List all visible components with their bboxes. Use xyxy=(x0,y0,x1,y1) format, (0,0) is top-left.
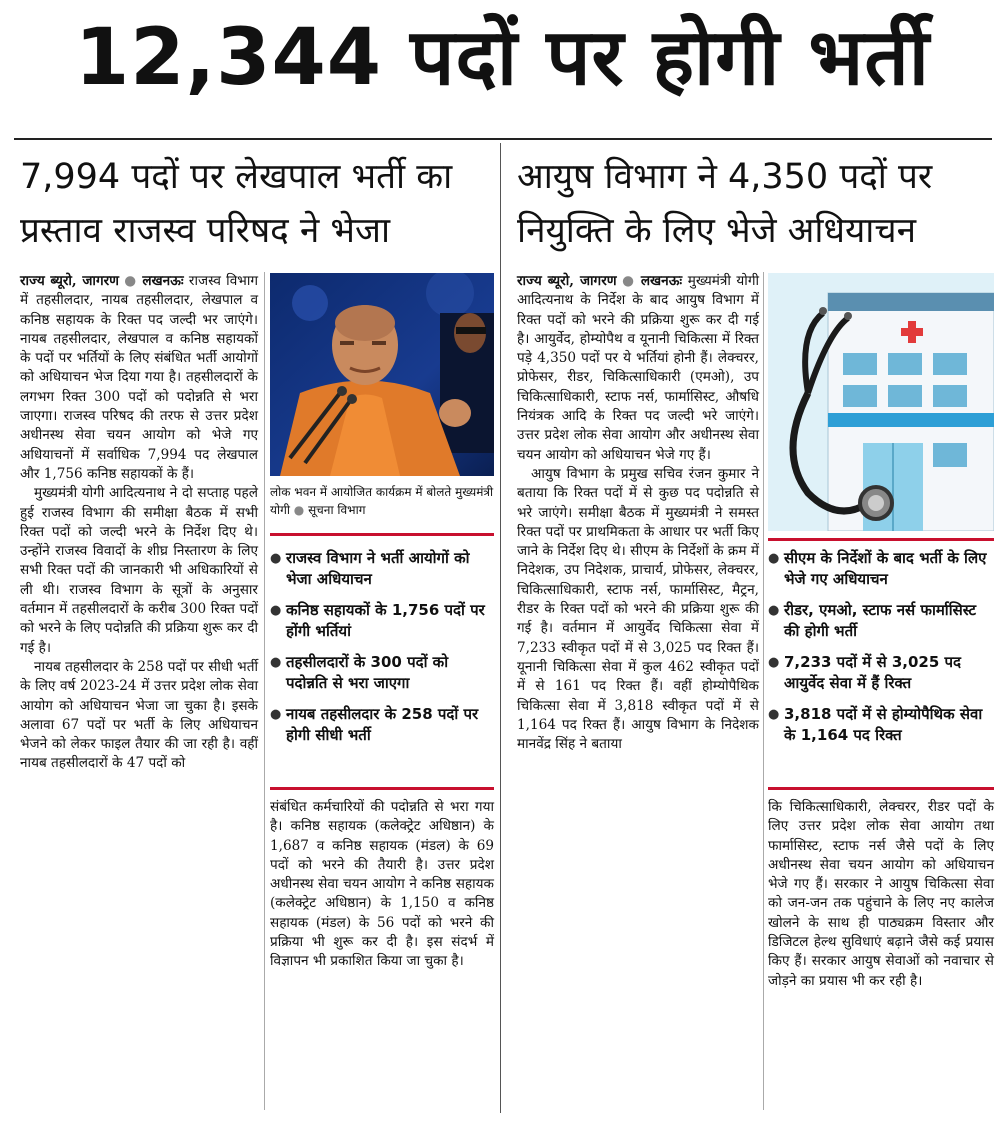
right-story-headline xyxy=(517,150,987,258)
caption-dot-icon: ● xyxy=(293,503,309,517)
left-paragraph-1: राजस्व विभाग में तहसीलदार, नायब तहसीलदार, लेखपाल व कनिष्ठ सहायक के रिक्त पद जल्दी भर जाएंगे। नायब तहसीलदार, लेखपाल व कनिष्ठ सहायकों के पदों पर भर्तियों के लिए संबंधित भर्ती आयोगों को अधियाचन भेज दिया गया है। तहसीलदारों के लगभग रिक्त 300 पदों को पदोन्नति से भरा जाएगा। राजस्व परिषद की तरफ से उत्तर प्रदेश अधीनस्थ सेवा चयन आयोग को भेजे गए अधियाचनों में सर्वाधिक 7,994 पद लेखपाल और 1,756 कनिष्ठ सहायकों के हैं। xyxy=(20,273,258,482)
right-paragraph-2: आयुष विभाग के प्रमुख सचिव रंजन कुमार ने बताया कि रिक्त पदों में से कुछ पद पदोन्नति से भरे जाएंगे। समीक्षा बैठक में मुख्यमंत्री ने समस्त रिक्त पदों पर प्राथमिकता के आधार पर भर्ती किए जाने के निर्देश दिए थे। सीएम के निर्देशों के क्रम में निदेशक, उप निदेशक, प्राचार्य, प्रोफेसर, लेक्चरर, चिकित्साधिकारी, स्टाफ नर्स, फार्मासिस्ट, मैट्रन, रीडर के रिक्त पदों को भरने की प्रक्रिया शुरू की गई है। वर्तमान में आयुर्वेद चिकित्सा सेवा में 7,233 स्वीकृत पदों में से 3,025 पद रिक्त हैं। यूनानी चिकित्सा सेवा में कुल 462 स्वीकृत पदों में से 161 पद रिक्त हैं। वहीं होम्योपैथिक चिकित्सा सेवा में 3,818 स्वीकृत पदों में से 1,164 पद रिक्त हैं। आयुष विभाग के निदेशक मानवेंद्र सिंह ने बताया xyxy=(517,465,759,753)
right-highlight-item: ● 7,233 पदों में से 3,025 पद आयुर्वेद सेवा में हैं रिक्त xyxy=(768,652,994,694)
right-highlights-top-bar xyxy=(768,538,994,541)
right-highlight-item: ● 3,818 पदों में से होम्योपैथिक सेवा के 1,164 पद रिक्त xyxy=(768,704,994,746)
right-highlight-item: ● सीएम के निर्देशों के बाद भर्ती के लिए भेजे गए अधियाचन xyxy=(768,548,994,590)
speaker-photo xyxy=(270,273,494,476)
left-highlight-item: ● कनिष्ठ सहायकों के 1,756 पदों पर होंगी भर्तियां xyxy=(270,600,494,642)
left-story-column-2 xyxy=(270,798,494,972)
right-column-divider xyxy=(763,272,764,1110)
left-highlight-item: ● तहसीलदारों के 300 पदों को पदोन्नति से भरा जाएगा xyxy=(270,652,494,694)
left-paragraph-3: नायब तहसीलदार के 258 पदों पर सीधी भर्ती के लिए वर्ष 2023-24 में उत्तर प्रदेश लोक सेवा आयोग को अधियाचन भेजा जा चुका है। इसके अलावा 67 पदों पर भर्ती के लिए अधियाचन भेजने को लेकर फाइल तैयार की जा रही है। वहीं नायब तहसीलदारों के 47 पदों को xyxy=(20,658,258,772)
photo-credit: सूचना विभाग xyxy=(308,503,366,517)
photo-caption-text: लोक भवन में आयोजित कार्यक्रम में बोलते मुख्यमंत्री योगी xyxy=(270,485,494,517)
bullet-dot-icon: ● xyxy=(622,273,641,289)
left-highlights-bottom-bar xyxy=(270,787,494,790)
right-highlights-bottom-bar xyxy=(768,787,994,790)
right-highlights-box xyxy=(768,548,994,756)
left-highlights-box xyxy=(270,548,494,756)
left-column-divider xyxy=(264,272,265,1110)
left-headline-line2: प्रस्ताव राजस्व परिषद ने भेजा xyxy=(20,211,391,251)
left-dateline: लखनऊः xyxy=(142,273,184,289)
left-headline-line1: 7,994 पदों पर लेखपाल भर्ती का xyxy=(20,157,453,197)
left-highlights-top-bar xyxy=(270,533,494,536)
right-col2-paragraph: कि चिकित्साधिकारी, लेक्चरर, रीडर पदों के लिए उत्तर प्रदेश लोक सेवा आयोग तथा फार्मासिस्ट, स्टाफ नर्स जैसे पदों के लिए अधीनस्थ सेवा चयन आयोग को अधियाचन भेजे गए हैं। सरकार ने आयुष चिकित्सा सेवा को जन-जन तक पहुंचाने के लिए नए कालेज खोलने के साथ ही पाठ्यक्रम विस्तार और डिजिटल हेल्थ सुविधाएं बढ़ाने जैसे कई प्रयास किए हैं। सरकार आयुष सेवाओं को नवाचार से जोड़ने का प्रयास भी कर रही है। xyxy=(768,799,994,989)
left-highlight-item: ● राजस्व विभाग ने भर्ती आयोगों को भेजा अधियाचन xyxy=(270,548,494,590)
stethoscope-icon xyxy=(768,273,994,531)
right-dateline: लखनऊः xyxy=(640,273,683,289)
left-col2-paragraph: संबंधित कर्मचारियों की पदोन्नति से भरा गया है। कनिष्ठ सहायक (कलेक्ट्रेट अधिष्ठान) के 1,687 व कनिष्ठ सहायक (मंडल) के 69 पदों को भरने की तैयारी है। उत्तर प्रदेश अधीनस्थ सेवा चयन आयोग ने कनिष्ठ सहायक (कलेक्ट्रेट अधिष्ठान) के 1,150 व कनिष्ठ सहायक (मंडल) के 56 पदों को भरने की प्रक्रिया भी शुरू कर दी है। इस संदर्भ में विज्ञापन भी प्रकाशित किया जा चुका है। xyxy=(270,799,494,970)
left-story-headline xyxy=(20,150,495,258)
hospital-stethoscope-illustration xyxy=(768,273,994,531)
right-headline-line1: आयुष विभाग ने 4,350 पदों पर xyxy=(517,157,933,197)
left-paragraph-2: मुख्यमंत्री योगी आदित्यनाथ ने दो सप्ताह पहले हुई राजस्व विभाग की समीक्षा बैठक में सभी रिक्त पदों को जल्दी भरने के निर्देश दिए थे। उन्होंने राजस्व विवादों के शीघ्र निस्तारण के लिए सभी रिक्त पदों की जानकारी भी अधिकारियों से ली थी। राजस्व विभाग के सूत्रों के अनुसार वर्तमान में तहसीलदारों के करीब 300 रिक्त पदों को भरने के लिए पदोन्नति की प्रक्रिया शुरू कर दी गई है। xyxy=(20,485,258,656)
speaker-photo-illustration xyxy=(270,273,494,476)
left-story-column-1 xyxy=(20,272,258,774)
right-highlight-item: ● रीडर, एमओ, स्टाफ नर्स फार्मासिस्ट की होगी भर्ती xyxy=(768,600,994,642)
right-story-column-2 xyxy=(768,798,994,991)
left-byline: राज्य ब्यूरो, जागरण xyxy=(20,273,119,289)
right-story-column-1 xyxy=(517,272,759,754)
photo-caption xyxy=(270,483,494,519)
left-highlight-item: ● नायब तहसीलदार के 258 पदों पर होगी सीधी भर्ती xyxy=(270,704,494,746)
right-byline: राज्य ब्यूरो, जागरण xyxy=(517,273,617,289)
main-headline: 12,344 पदों पर होगी भर्ती xyxy=(75,13,930,103)
right-paragraph-1: मुख्यमंत्री योगी आदित्यनाथ के निर्देश के बाद आयुष विभाग में रिक्त पदों को भरने की प्रक्रिया शुरू कर दी गई है। आयुर्वेद, होम्योपैथ व यूनानी चिकित्सा में रिक्त पड़े 4,350 पदों पर ये भर्तियां होनी हैं। लेक्चरर, प्रोफेसर, रीडर, चिकित्साधिकारी (एमओ), उप चिकित्साधिकारी, स्टाफ नर्स, फार्मासिस्ट, औषधि नियंत्रक आदि के रिक्त पद जल्दी भरे जाएंगे। उत्तर प्रदेश लोक सेवा आयोग और अधीनस्थ सेवा चयन आयोग को अधियाचन भेजे गए हैं। xyxy=(517,273,759,463)
bullet-dot-icon: ● xyxy=(124,273,143,289)
right-headline-line2: नियुक्ति के लिए भेजे अधियाचन xyxy=(517,211,917,251)
headline-rule xyxy=(14,138,992,140)
center-divider xyxy=(500,143,501,1113)
